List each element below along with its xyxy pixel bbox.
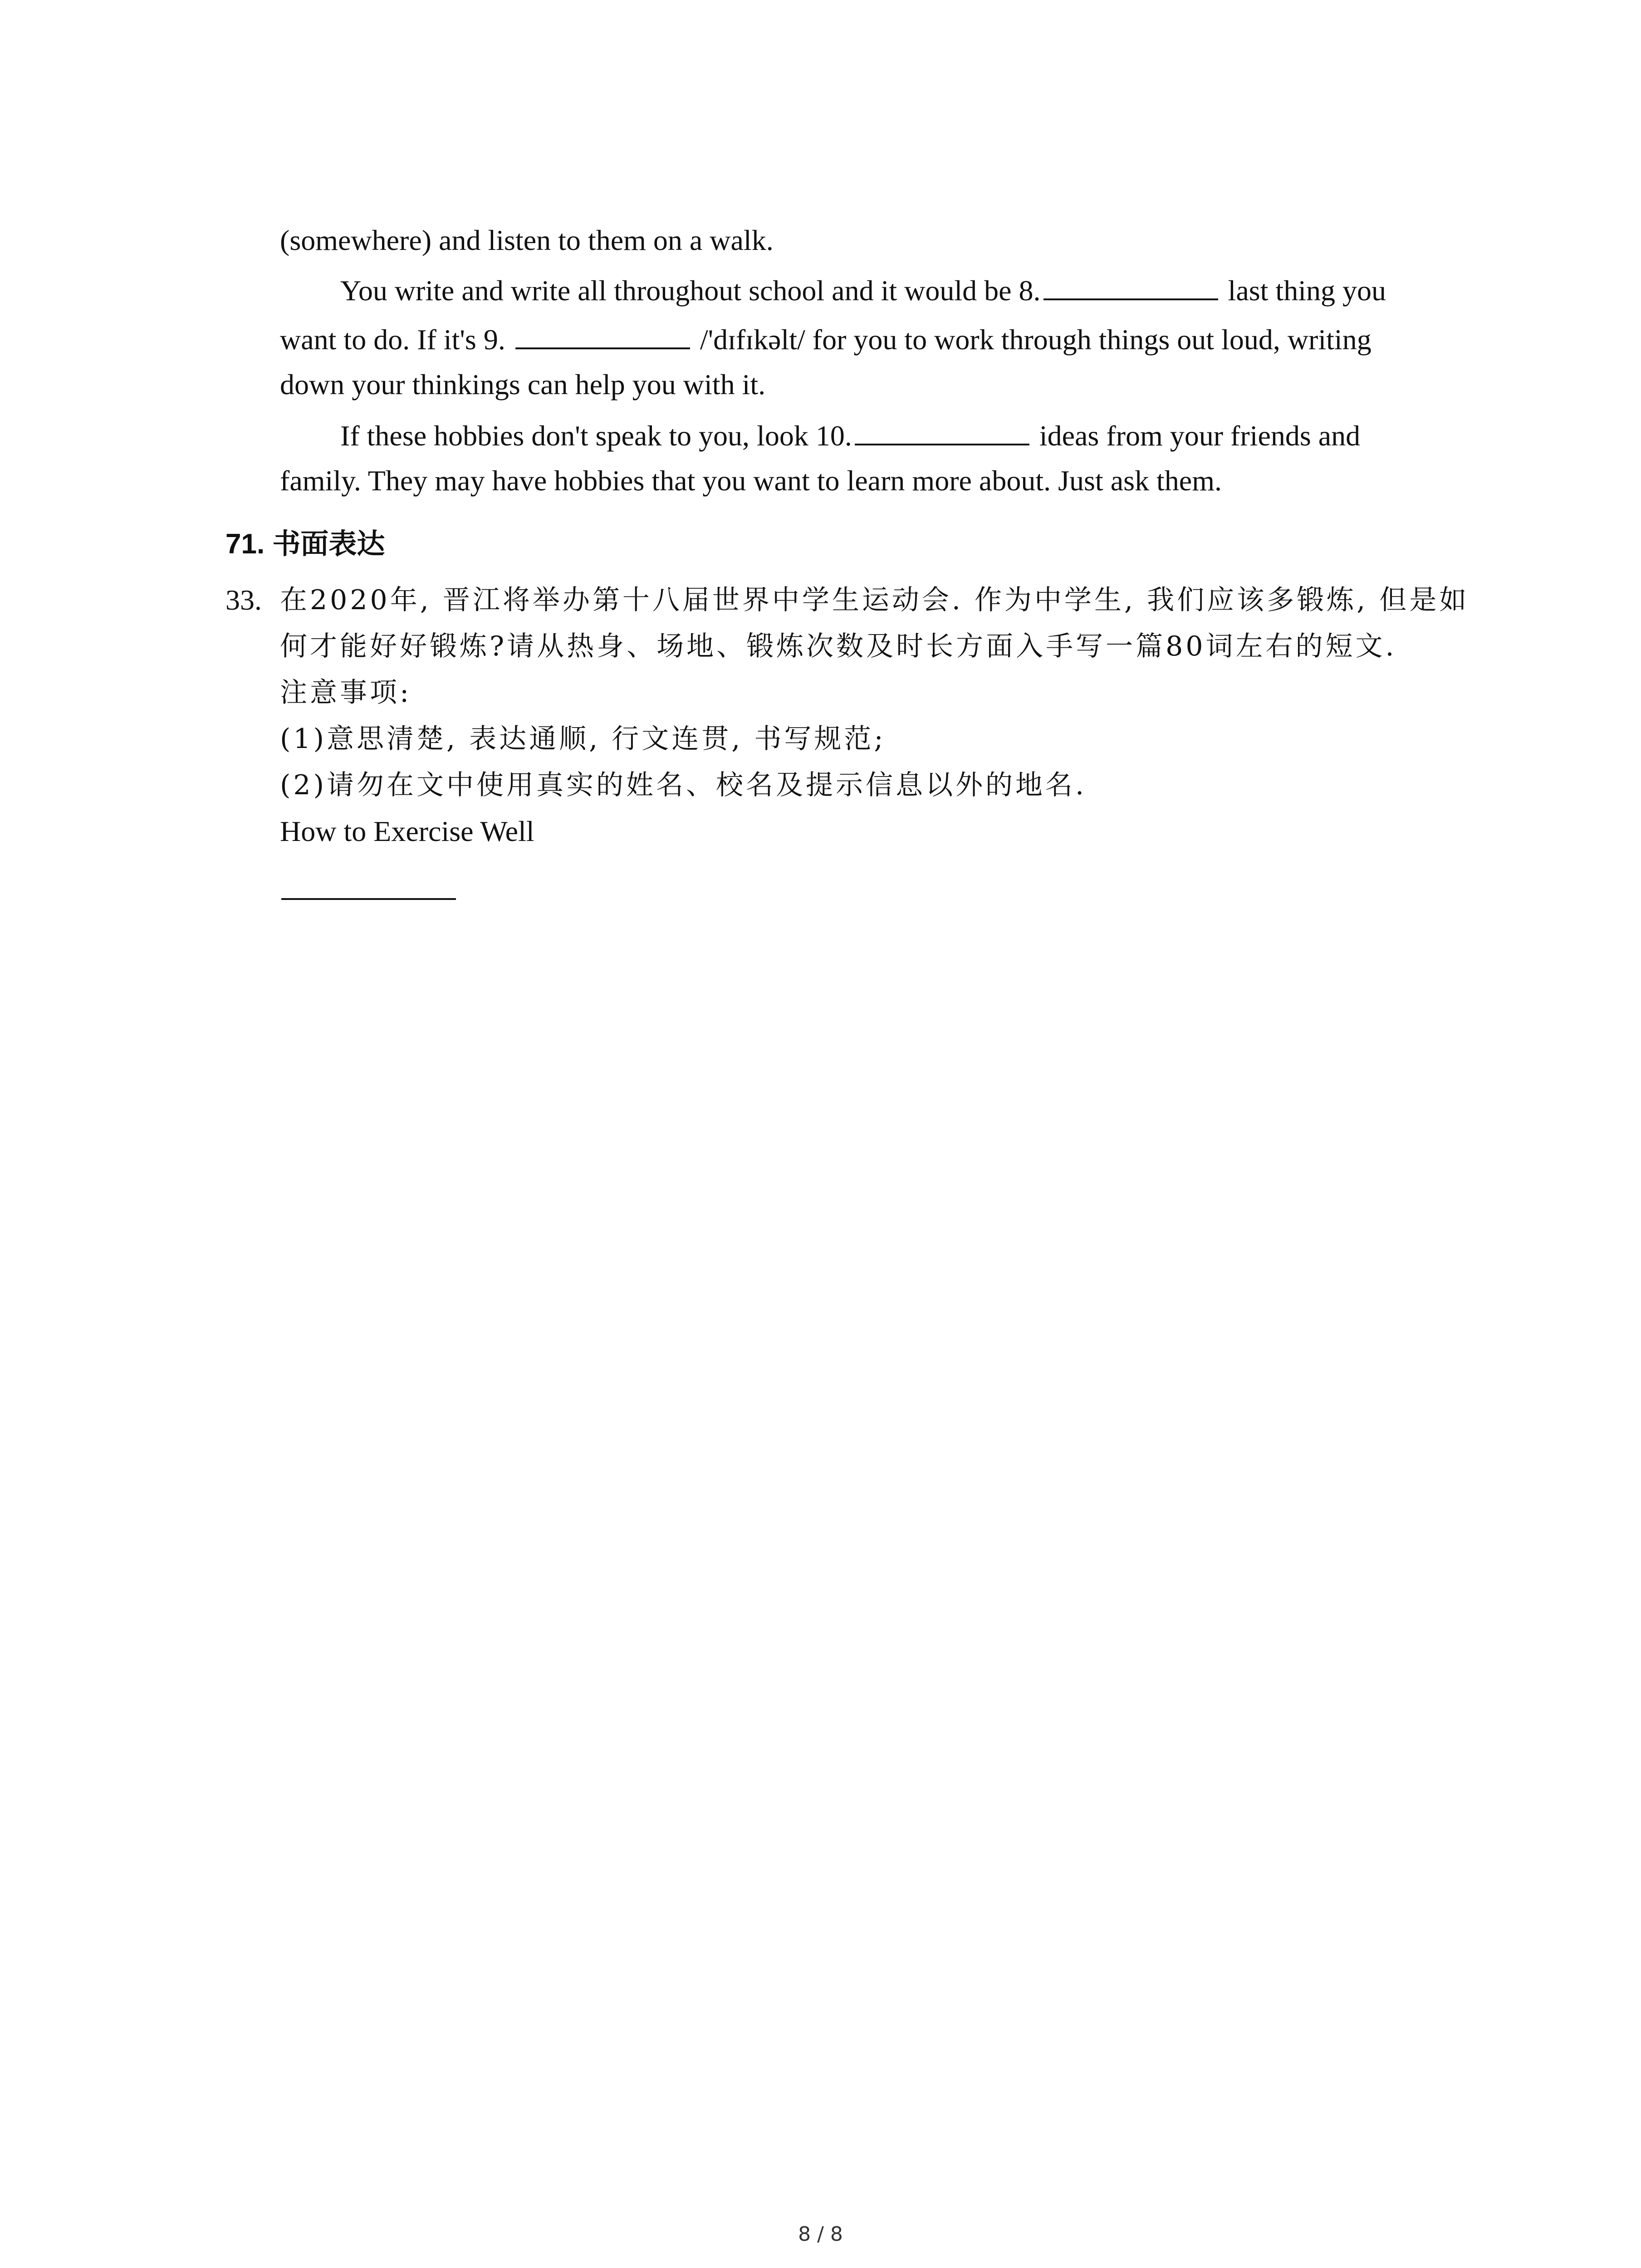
notes-title: 注意事项: <box>280 677 412 709</box>
passage-text: /'dɪfɪkəlt/ for you to work through things out loud, writing <box>692 323 1372 356</box>
page-number: 8 / 8 <box>798 2223 843 2246</box>
passage-text: want to do. If it's 9. <box>280 323 505 356</box>
passage-line-1: (somewhere) and listen to them on a walk. <box>280 224 774 256</box>
passage-text: last thing you <box>1220 274 1386 307</box>
passage-paragraph-2-line-2 <box>280 320 1372 358</box>
passage-text: You write and write all throughout school and it would be 8. <box>340 274 1041 307</box>
writing-prompt-line-1: 在2020年, 晋江将举办第十八届世界中学生运动会. 作为中学生, 我们应该多锻炼, 但是如 <box>280 584 1470 616</box>
passage-text: ideas from your friends and <box>1032 420 1361 452</box>
writing-prompt-line-2: 何才能好好锻炼?请从热身、场地、锻炼次数及时长方面入手写一篇80词左右的短文. <box>280 631 1397 662</box>
section-title: 71. 书面表达 <box>225 528 385 560</box>
essay-title: How to Exercise Well <box>280 815 534 847</box>
answer-line[interactable] <box>281 898 456 900</box>
passage-paragraph-3-line-1 <box>340 416 1360 454</box>
note-2: (2)请勿在文中使用真实的姓名、校名及提示信息以外的地名. <box>280 769 1087 801</box>
passage-paragraph-2-line-1 <box>340 271 1386 309</box>
blank-8[interactable] <box>1043 271 1218 300</box>
note-1: (1)意思清楚, 表达通顺, 行文连贯, 书写规范; <box>280 723 886 755</box>
blank-10[interactable] <box>855 416 1029 445</box>
passage-paragraph-3-line-2: family. They may have hobbies that you want to learn more about. Just ask them. <box>280 464 1222 497</box>
question-number: 33. <box>225 584 262 616</box>
blank-9[interactable] <box>515 320 690 349</box>
passage-text: If these hobbies don't speak to you, look 10. <box>340 420 852 452</box>
passage-paragraph-2-line-3: down your thinkings can help you with it. <box>280 368 766 401</box>
